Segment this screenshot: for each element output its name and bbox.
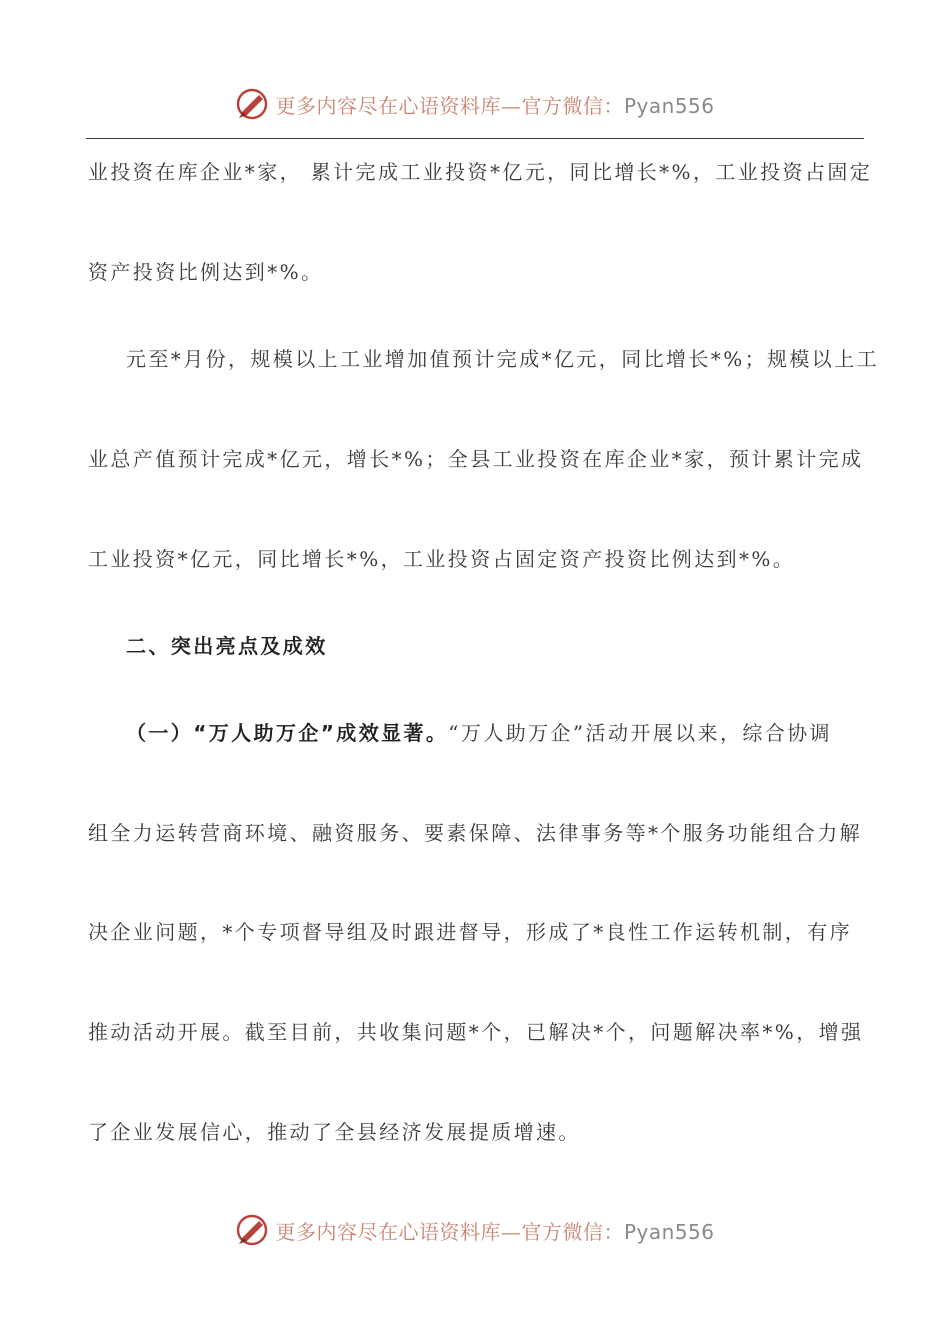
- paragraph-line: 推动活动开展。截至目前，共收集问题*个，已解决*个，问题解决率*%，增强: [88, 1020, 864, 1044]
- paragraph-line: 资产投资比例达到*%。: [88, 260, 324, 284]
- paragraph-line: 决企业问题，*个专项督导组及时跟进督导，形成了*良性工作运转机制，有序: [88, 920, 852, 944]
- header-banner: [0, 82, 950, 126]
- paragraph-line: 组全力运转营商环境、融资服务、要素保障、法律事务等*个服务功能组合力解: [88, 821, 862, 845]
- footer-banner: [0, 1208, 950, 1252]
- banner-text: [275, 90, 714, 119]
- subheading-title: （一）“万人助万企”成效显著。: [126, 721, 449, 745]
- paragraph-line: 了企业发展信心，推动了全县经济发展提质增速。: [88, 1120, 581, 1144]
- paragraph-line: 元至*月份，规模以上工业增加值预计完成*亿元，同比增长*%；规模以上工: [126, 347, 880, 371]
- paragraph-line: 业投资在库企业*家， 累计完成工业投资*亿元，同比增长*%，工业投资占固定: [88, 160, 873, 184]
- subheading-text: “万人助万企”活动开展以来，综合协调: [448, 721, 832, 745]
- banner-text: [275, 1216, 714, 1245]
- banner-account-text: Pyan556: [623, 93, 715, 118]
- banner-account-text: Pyan556: [623, 1219, 715, 1244]
- subheading-line: [126, 719, 864, 747]
- header-divider: [86, 138, 864, 139]
- banner-main-text: 更多内容尽在心语资料库—官方微信：: [275, 1219, 624, 1244]
- paragraph-line: 业总产值预计完成*亿元，增长*%；全县工业投资在库企业*家，预计累计完成: [88, 447, 864, 471]
- paragraph-line: 工业投资*亿元，同比增长*%，工业投资占固定资产投资比例达到*%。: [88, 547, 796, 571]
- banner-main-text: 更多内容尽在心语资料库—官方微信：: [275, 93, 624, 118]
- section-heading: 二、突出亮点及成效: [126, 634, 328, 658]
- pen-logo-icon: [235, 1213, 269, 1247]
- pen-logo-icon: [235, 87, 269, 121]
